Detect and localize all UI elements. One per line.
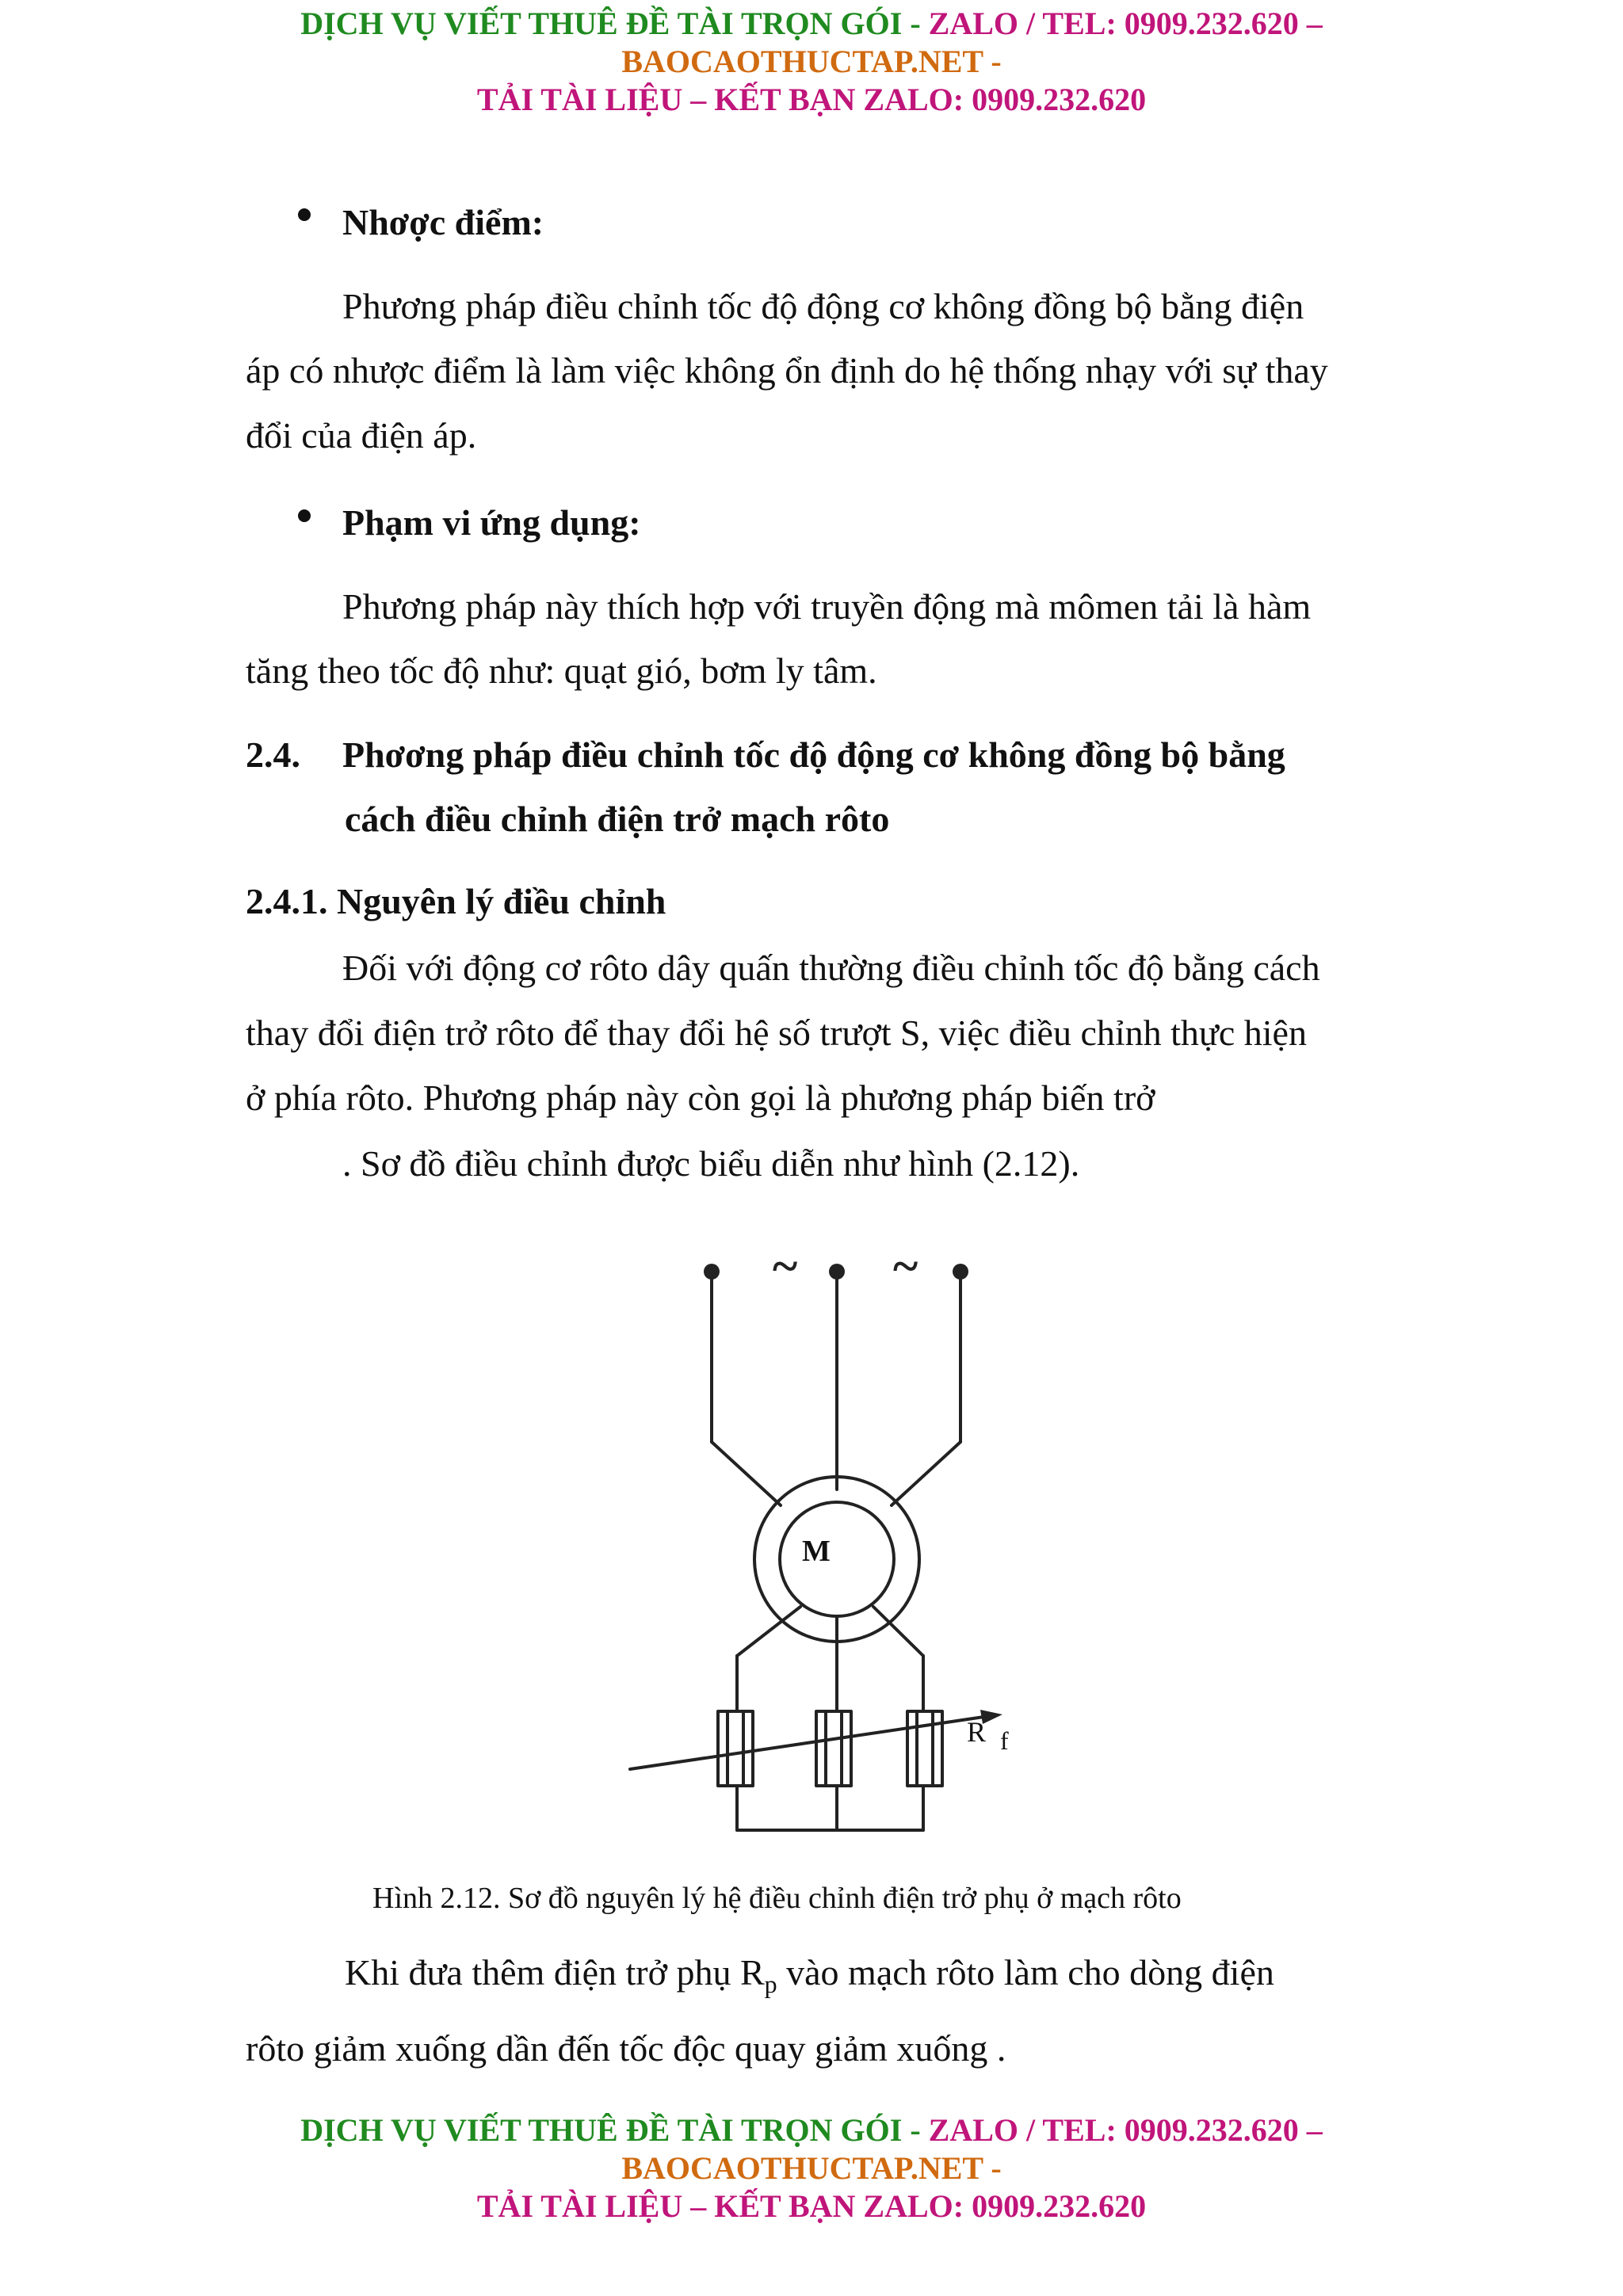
scope-paragraph-line-1: Phương pháp này thích hợp với truyền động mà mômen tải là hàm (342, 586, 1312, 627)
resistor-middle (816, 1711, 851, 1786)
header-service-text: DỊCH VỤ VIẾT THUÊ ĐỀ TÀI TRỌN GÓI - (300, 6, 921, 41)
supply-branch-right (892, 1442, 960, 1505)
footer-line-1 (0, 2111, 1623, 2149)
section-2-4-title-line-2: cách điều chỉnh điện trở mạch rôto (345, 799, 890, 839)
supply-branch-left (712, 1442, 781, 1505)
footer-line-3: TẢI TÀI LIỆU – KẾT BẠN ZALO: 0909.232.620 (476, 2188, 1147, 2224)
scope-paragraph-line-2: tăng theo tốc độ như: quạt gió, bơm ly tâm. (246, 650, 877, 691)
terminal-dot-right (953, 1264, 968, 1280)
section-2-4-number: 2.4. (246, 734, 300, 775)
disadvantage-paragraph-line-3: đổi của điện áp. (246, 415, 477, 456)
scope-heading: Phạm vi ứng dụng: (342, 502, 641, 543)
disadvantage-paragraph-line-1: Phương pháp điều chỉnh tốc độ động cơ không đồng bộ bằng điện (342, 286, 1304, 326)
section-2-4-title-line-1: Phơơng pháp điều chỉnh tốc độ động cơ không đồng bộ bằng (342, 734, 1285, 775)
header-line-2: BAOCAOTHUCTAP.NET - (621, 44, 1002, 79)
ac-symbol-1: ~ (773, 1240, 798, 1292)
principle-paragraph-line-2: thay đổi điện trở rôto để thay đổi hệ số trượt S, việc điều chỉnh thực hiện (246, 1013, 1307, 1053)
header-banner (0, 5, 1623, 119)
figure-caption: Hình 2.12. Sơ đồ nguyên lý hệ điều chỉnh điện trở phụ ở mạch rôto (372, 1882, 1182, 1915)
footer-line-2: BAOCAOTHUCTAP.NET - (621, 2150, 1002, 2186)
after-figure-paragraph-line-1: Khi đưa thêm điện trở phụ $R_p$ vào mạch rôto làm cho dòng điện (345, 1952, 1274, 1999)
ac-symbol-2: ~ (893, 1240, 918, 1292)
footer-contact-text: ZALO / TEL: 0909.232.620 – (928, 2112, 1323, 2148)
principle-paragraph-line-4: . Sơ đồ điều chỉnh được biểu diễn như hình (2.12). (342, 1143, 1080, 1184)
rotor-lead-left (737, 1607, 800, 1656)
header-line-1 (0, 5, 1623, 43)
terminal-dot-left (704, 1264, 720, 1280)
resistor-label-subscript: f (1000, 1726, 1009, 1755)
footer-service-text: DỊCH VỤ VIẾT THUÊ ĐỀ TÀI TRỌN GÓI - (300, 2112, 921, 2148)
resistor-left (718, 1711, 753, 1786)
principle-paragraph-line-1: Đối với động cơ rôto dây quấn thường điều chỉnh tốc độ bằng cách (342, 948, 1320, 988)
section-2-4-1-title: 2.4.1. Nguyên lý điều chỉnh (246, 881, 666, 921)
disadvantage-paragraph-line-2: áp có nhược điểm là làm việc không ổn định do hệ thống nhạy với sự thay (246, 350, 1328, 391)
after-figure-paragraph-line-2: rôto giảm xuống dần đến tốc độc quay giảm xuống . (246, 2028, 1006, 2069)
rotor-resistance-circuit-diagram (602, 1236, 1046, 1854)
header-line-3: TẢI TÀI LIỆU – KẾT BẠN ZALO: 0909.232.620 (476, 82, 1147, 117)
principle-paragraph-line-3: ở phía rôto. Phương pháp này còn gọi là phương pháp biến trở (246, 1077, 1155, 1118)
disadvantage-heading: Nhơợc điểm: (342, 202, 544, 242)
motor-rotor-circle (780, 1502, 894, 1616)
bullet-disadvantage (298, 208, 311, 221)
terminal-dot-middle (829, 1264, 845, 1280)
header-contact-text: ZALO / TEL: 0909.232.620 – (928, 6, 1323, 41)
resistor-label: R (967, 1716, 987, 1748)
motor-label: M (802, 1535, 831, 1568)
footer-banner (0, 2111, 1623, 2225)
variable-resistor-arrow (630, 1715, 995, 1769)
bullet-scope (298, 509, 311, 522)
